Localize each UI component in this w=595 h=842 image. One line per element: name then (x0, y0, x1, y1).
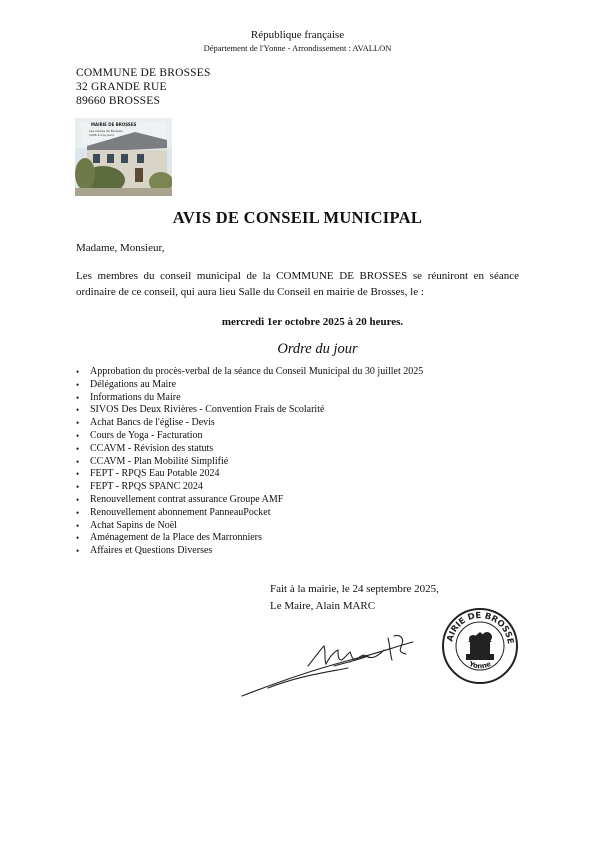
agenda-item (76, 468, 423, 481)
agenda-item (76, 417, 423, 430)
greeting: Madame, Monsieur, (76, 242, 165, 254)
agenda-item (76, 391, 423, 405)
address-street: 32 GRANDE RUE (76, 81, 167, 93)
photo-caption-line3: 1945 à nos jours (89, 133, 115, 137)
bullet-icon: • (76, 494, 80, 505)
agenda-item (76, 493, 423, 507)
town-hall-photo (75, 118, 172, 196)
bullet-icon: • (76, 546, 80, 557)
agenda-item-label: Achat Sapins de Noël (90, 519, 177, 531)
address-commune: COMMUNE DE BROSSES (76, 67, 211, 79)
town-hall-seal (440, 606, 520, 686)
agenda-item-label: Affaires et Questions Diverses (90, 545, 213, 557)
bullet-icon: • (76, 469, 80, 480)
bullet-icon: • (76, 533, 80, 544)
agenda-item (76, 532, 423, 545)
agenda-item (76, 366, 424, 379)
bullet-icon: • (76, 443, 80, 454)
header-department: Département de l'Yonne - Arrondissement : AVALLON (203, 43, 392, 53)
agenda-item-label: CCAVM - Plan Mobilité Simplifié (90, 455, 229, 467)
bullet-icon: • (76, 367, 80, 377)
agenda-item (76, 455, 423, 469)
agenda-item (76, 481, 423, 494)
svg-text:Yonne (467, 659, 493, 670)
document-title: AVIS DE CONSEIL MUNICIPAL (172, 208, 423, 227)
agenda-item (76, 442, 423, 456)
agenda-item-label: Cours de Yoga - Facturation (90, 429, 203, 441)
agenda-item-label: SIVOS Des Deux Rivières - Convention Frais de Scolarité (90, 404, 325, 416)
agenda-item (76, 519, 423, 533)
agenda-item-label: Informations du Maire (90, 391, 181, 403)
bullet-icon: • (76, 418, 80, 429)
agenda-item (76, 506, 423, 520)
agenda-item-label: FEPT - RPQS Eau Potable 2024 (90, 468, 220, 480)
agenda-item-label: Achat Bancs de l'église - Devis (90, 417, 215, 429)
agenda-title: Ordre du jour (277, 341, 358, 357)
agenda-item (76, 378, 423, 392)
agenda-item (76, 545, 423, 558)
place-date: Fait à la mairie, le 24 septembre 2025, (270, 583, 439, 595)
agenda-item (76, 404, 423, 417)
agenda-item-label: CCAVM - Révision des statuts (90, 442, 214, 454)
bullet-icon: • (76, 379, 80, 390)
agenda-list (76, 366, 424, 558)
photo-caption-title: MAIRIE DE BROSSES (91, 122, 137, 127)
bullet-icon: • (76, 507, 80, 518)
agenda-item-label: Délégations au Maire (90, 378, 177, 390)
mayor-name: Le Maire, Alain MARC (270, 600, 376, 612)
bullet-icon: • (76, 392, 80, 403)
seal-bottom-text: Yonne (467, 659, 493, 671)
meeting-date: mercredi 1er octobre 2025 à 20 heures. (221, 316, 404, 328)
agenda-item (76, 429, 423, 443)
bullet-icon: • (76, 456, 80, 467)
bullet-icon: • (76, 430, 80, 441)
address-postcode: 89660 BROSSES (76, 95, 161, 107)
photo-caption-line2: Les maires de Brosses (89, 129, 123, 133)
agenda-item-label: FEPT - RPQS SPANC 2024 (90, 481, 203, 493)
bullet-icon: • (76, 482, 80, 493)
agenda-item-label: Renouvellement contrat assurance Groupe AMF (90, 493, 284, 505)
agenda-item-label: Renouvellement abonnement PanneauPocket (90, 506, 271, 518)
agenda-item-label: Approbation du procès-verbal de la séance du Conseil Municipal du 30 juillet 2025 (90, 366, 424, 377)
seal-top-text: AIRIE DE BROSSE (445, 610, 516, 645)
agenda-item-label: Aménagement de la Place des Marronniers (90, 532, 262, 544)
intro-paragraph: Les membres du conseil municipal de la COMMUNE DE BROSSES se réuniront en séance ordinaire de ce conseil, qui aura lieu Salle du Conseil en mairie de Brosses, le : (76, 270, 519, 298)
bullet-icon: • (76, 405, 80, 416)
mayor-signature (238, 616, 448, 704)
header-republic: République française (250, 29, 345, 41)
bullet-icon: • (76, 520, 80, 531)
